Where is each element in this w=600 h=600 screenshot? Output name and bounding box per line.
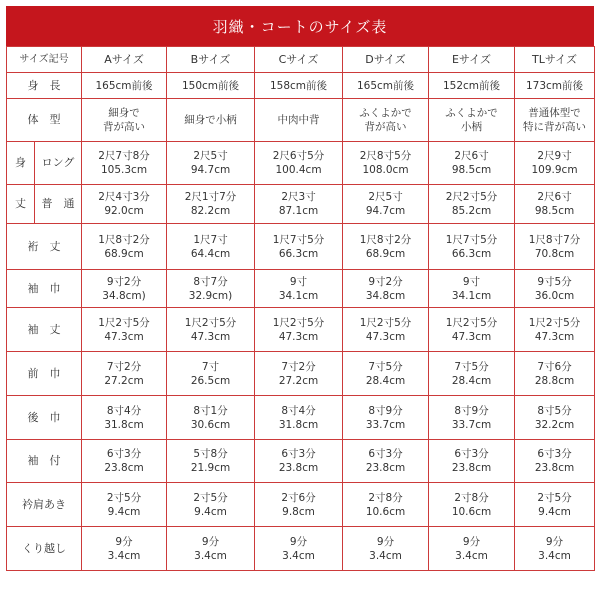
table-row [7,185,595,224]
group-label: 身 [7,142,35,185]
cell-line: 27.2cm [104,374,144,387]
table-cell [82,308,167,352]
cell-line: 23.8cm [365,462,406,474]
header-row [7,47,595,73]
table-cell [82,352,167,396]
cell-line: 10.6cm [365,505,406,518]
cell-line: 47.3cm [104,330,144,343]
cell-line: 6寸3分 [368,448,403,460]
table-row [7,270,595,308]
table-cell [343,352,429,396]
table-cell [343,527,429,571]
cell-line: 68.9cm [104,247,144,260]
cell-line: 165cm前後 [356,79,415,92]
header-size: Aサイズ [82,47,167,73]
cell-line: 47.3cm [190,330,231,343]
table-cell [429,483,515,527]
cell-line: 23.8cm [278,462,319,474]
table-cell [82,270,167,308]
cell-line: 6寸3分 [281,448,316,460]
cell-line: 47.3cm [278,330,319,343]
header-corner: サイズ記号 [7,47,82,73]
cell-line: 158cm前後 [269,79,328,92]
table-cell [167,99,255,142]
table-cell [167,73,255,99]
cell-line: 34.1cm [451,289,492,302]
row-label: くり越し [7,527,82,571]
table-row [7,483,595,527]
cell-line: 2尺9寸 [537,150,572,162]
cell-line: 165cm前後 [95,79,153,92]
table-cell [343,99,429,142]
table-cell [167,185,255,224]
table-cell [82,483,167,527]
table-cell [255,352,343,396]
cell-line: 2尺5寸 [368,191,403,203]
table-cell [343,270,429,308]
cell-line: 105.3cm [100,164,148,176]
table-cell [255,224,343,270]
table-cell [429,99,515,142]
cell-line: 2尺4寸3分 [98,191,150,203]
table-cell [429,527,515,571]
cell-line: 3.4cm [455,549,488,562]
table-cell [429,142,515,185]
cell-line: 94.7cm [190,164,231,176]
table-cell [167,440,255,483]
cell-line: 2寸8分 [368,491,403,504]
cell-line: 34.8cm) [102,289,146,302]
table-cell [255,527,343,571]
cell-line: 6寸3分 [454,448,489,460]
header-size: Dサイズ [343,47,429,73]
cell-line: 33.7cm [451,418,492,431]
table-cell [167,527,255,571]
cell-line: 1尺8寸2分 [98,233,150,246]
cell-line: 小柄 [461,121,483,133]
cell-line: 2寸6分 [281,491,316,504]
table-cell [429,185,515,224]
cell-line: 66.3cm [278,247,319,260]
cell-line: 94.7cm [365,205,406,217]
cell-line: 7寸2分 [281,360,316,373]
table-cell [343,185,429,224]
cell-line: 中肉中背 [277,114,320,126]
table-cell [167,224,255,270]
cell-line: 2尺6寸 [537,191,572,203]
cell-line: 7寸5分 [454,360,489,373]
table-cell [515,483,595,527]
cell-line: 1尺2寸5分 [528,316,581,329]
cell-line: 23.8cm [534,462,575,474]
cell-line: 27.2cm [278,374,319,387]
cell-line: 68.9cm [365,247,406,260]
table-cell [343,440,429,483]
table-cell [343,483,429,527]
cell-line: 23.8cm [104,462,144,474]
cell-line: 1尺2寸5分 [98,316,150,329]
table-cell [167,352,255,396]
row-label: 体 型 [7,99,82,142]
cell-line: 31.8cm [278,418,319,431]
cell-line: 1尺8寸7分 [528,233,581,246]
table-row [7,99,595,142]
cell-line: 23.8cm [451,462,492,474]
table-cell [343,142,429,185]
table-cell [82,142,167,185]
row-label: 衿肩あき [7,483,82,527]
table-cell [255,440,343,483]
table-cell [515,352,595,396]
cell-line: 173cm前後 [525,79,584,92]
cell-line: ふくよかで [445,107,498,119]
table-cell [255,185,343,224]
cell-line: 2尺3寸 [281,191,316,203]
table-cell [429,73,515,99]
cell-line: 2寸5分 [193,491,228,504]
cell-line: 8寸7分 [193,275,228,288]
cell-line: 9.4cm [538,505,571,518]
table-cell [82,73,167,99]
table-cell [343,308,429,352]
cell-line: 26.5cm [190,374,231,387]
table-cell [255,99,343,142]
cell-line: 8寸9分 [368,404,403,417]
cell-line: 47.3cm [534,330,575,343]
cell-line: 7寸5分 [368,360,403,373]
cell-line: 108.0cm [362,164,409,176]
header-size: Cサイズ [255,47,343,73]
cell-line: 10.6cm [451,505,492,518]
table-cell [429,352,515,396]
table-row [7,352,595,396]
table-cell [82,527,167,571]
table-cell [82,396,167,440]
table-cell [343,224,429,270]
cell-line: 1尺8寸2分 [359,233,412,246]
cell-line: 3.4cm [194,549,227,562]
table-row [7,73,595,99]
cell-line: 109.9cm [531,164,578,176]
cell-line: 2寸8分 [454,491,489,504]
cell-line: 1尺2寸5分 [359,316,412,329]
header-size: Eサイズ [429,47,515,73]
cell-line: 9.4cm [194,505,227,518]
table-cell [515,224,595,270]
cell-line: 6寸3分 [106,448,142,460]
table-cell [515,270,595,308]
cell-line: 1尺7寸5分 [272,233,325,246]
cell-line: 32.9cm) [188,289,233,302]
table-row [7,440,595,483]
cell-line: 98.5cm [451,164,492,176]
cell-line: 8寸4分 [281,404,316,417]
cell-line: 92.0cm [104,205,144,217]
cell-line: 85.2cm [451,205,492,217]
cell-line: 152cm前後 [442,79,501,92]
cell-line: 30.6cm [190,418,231,431]
cell-line: 64.4cm [190,247,231,260]
cell-line: 2尺8寸5分 [359,150,412,162]
table-cell [167,308,255,352]
table-cell [255,73,343,99]
table-cell [82,99,167,142]
cell-line: 82.2cm [190,205,231,217]
table-cell [429,270,515,308]
cell-line: ふくよかで [359,107,412,119]
row-label: 袖 付 [7,440,82,483]
cell-line: 特に背が高い [523,121,587,133]
table-row [7,396,595,440]
row-label: 前 巾 [7,352,82,396]
table-row [7,142,595,185]
size-chart [6,6,594,571]
table-cell [429,224,515,270]
cell-line: 1尺2寸5分 [184,316,237,329]
cell-line: 9寸2分 [106,275,142,288]
row-label: ロング [35,142,82,185]
cell-line: 31.8cm [104,418,144,431]
cell-line: 9分 [545,535,564,548]
cell-line: 28.4cm [451,374,492,387]
cell-line: 33.7cm [365,418,406,431]
cell-line: 21.9cm [190,462,231,474]
table-cell [167,142,255,185]
cell-line: 2尺2寸5分 [445,191,498,203]
table-cell [167,270,255,308]
header-size: Bサイズ [167,47,255,73]
table-cell [429,308,515,352]
table-cell [255,396,343,440]
cell-line: 70.8cm [534,247,575,260]
size-table [6,46,595,571]
cell-line: 3.4cm [538,549,571,562]
cell-line: 2尺6寸 [454,150,489,162]
cell-line: 9分 [289,535,308,548]
cell-line: 9分 [201,535,220,548]
cell-line: 8寸5分 [537,404,572,417]
cell-line: 28.4cm [365,374,406,387]
cell-line: 32.2cm [534,418,575,431]
cell-line: 9.8cm [282,505,315,518]
table-cell [515,396,595,440]
header-size: TLサイズ [515,47,595,73]
cell-line: 背が高い [364,121,407,133]
row-label: 身 長 [7,73,82,99]
cell-line: 98.5cm [534,205,575,217]
table-row [7,308,595,352]
cell-line: 34.1cm [278,289,319,302]
cell-line: 9分 [462,535,481,548]
cell-line: 3.4cm [369,549,402,562]
chart-title: 羽織・コートのサイズ表 [212,17,388,36]
cell-line: 細身で [108,107,140,119]
row-label: 袖 丈 [7,308,82,352]
cell-line: 47.3cm [451,330,492,343]
table-cell [515,99,595,142]
row-label: 普 通 [35,185,82,224]
cell-line: 8寸1分 [193,404,228,417]
cell-line: 36.0cm [534,289,575,302]
cell-line: 9分 [115,535,133,548]
cell-line: 2尺1寸7分 [184,191,237,203]
cell-line: 28.8cm [534,374,575,387]
cell-line: 150cm前後 [181,79,240,92]
table-row [7,527,595,571]
cell-line: 100.4cm [275,164,322,176]
table-cell [515,308,595,352]
cell-line: 87.1cm [278,205,319,217]
cell-line: 普通体型で [528,107,581,119]
cell-line: 5寸8分 [193,448,228,460]
cell-line: 1尺2寸5分 [272,316,325,329]
cell-line: 7寸6分 [537,360,572,373]
table-cell [343,396,429,440]
cell-line: 8寸9分 [454,404,489,417]
cell-line: 3.4cm [107,549,141,562]
cell-line: 2尺7寸8分 [98,150,150,162]
cell-line: 47.3cm [365,330,406,343]
table-cell [167,396,255,440]
cell-line: 1尺2寸5分 [445,316,498,329]
table-cell [343,73,429,99]
cell-line: 9.4cm [107,505,141,518]
cell-line: 7寸2分 [106,360,142,373]
table-cell [515,185,595,224]
table-cell [515,73,595,99]
cell-line: 背が高い [103,121,146,133]
cell-line: 9寸 [462,275,481,288]
cell-line: 2寸5分 [537,491,572,504]
table-cell [255,270,343,308]
table-cell [255,142,343,185]
row-label: 後 巾 [7,396,82,440]
cell-line: 2尺6寸5分 [272,150,325,162]
row-label: 袖 巾 [7,270,82,308]
table-cell [515,440,595,483]
table-cell [82,440,167,483]
cell-line: 細身で小柄 [184,114,237,126]
table-cell [167,483,255,527]
table-cell [82,185,167,224]
table-cell [515,142,595,185]
table-cell [515,527,595,571]
cell-line: 34.8cm [365,289,406,302]
table-row [7,224,595,270]
cell-line: 9寸2分 [368,275,403,288]
cell-line: 2尺5寸 [193,150,228,162]
cell-line: 6寸3分 [537,448,572,460]
cell-line: 1尺7寸5分 [445,233,498,246]
cell-line: 1尺7寸 [193,233,228,246]
cell-line: 3.4cm [282,549,315,562]
group-label: 丈 [7,185,35,224]
table-cell [255,483,343,527]
table-cell [429,440,515,483]
cell-line: 8寸4分 [106,404,142,417]
title-bar [6,6,594,46]
cell-line: 9寸5分 [537,275,572,288]
table-cell [82,224,167,270]
cell-line: 9分 [376,535,395,548]
row-label: 裄 丈 [7,224,82,270]
cell-line: 66.3cm [451,247,492,260]
cell-line: 9寸 [289,275,308,288]
cell-line: 7寸 [201,360,220,373]
table-cell [255,308,343,352]
cell-line: 2寸5分 [106,491,142,504]
table-cell [429,396,515,440]
